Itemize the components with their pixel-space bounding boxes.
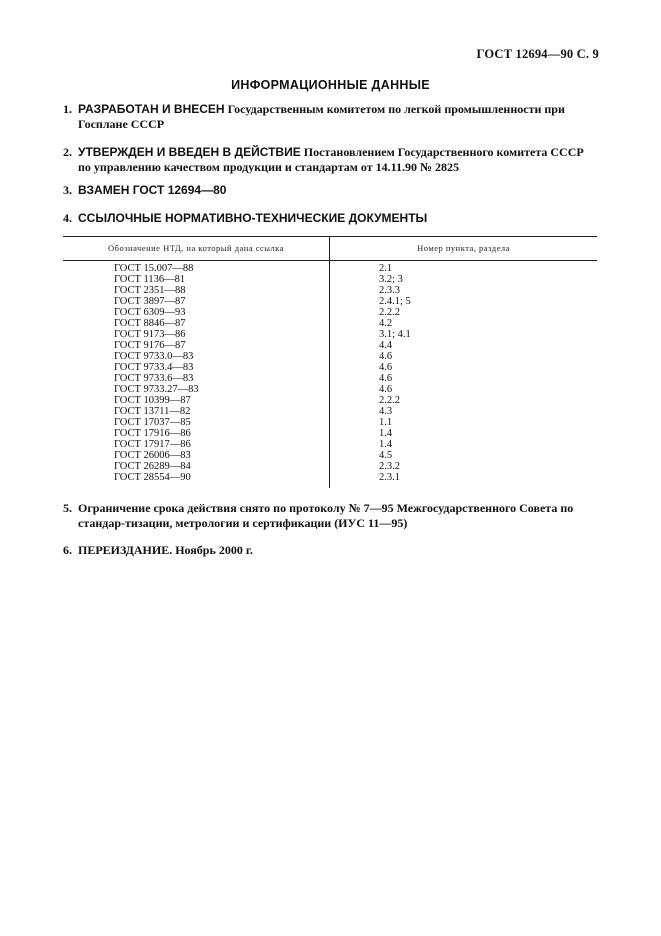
item-3 xyxy=(63,183,599,198)
section-number: 4.6 xyxy=(379,351,393,362)
column-header-document: Обозначение НТД, на который дана ссылка xyxy=(107,243,285,253)
item-text: Постановлением Государственного комитета СССР по управлению качеством продукции и стандартам от 14.11.90 № 2825 xyxy=(78,145,584,174)
section-number: 4.6 xyxy=(379,362,393,373)
document-designation: ГОСТ 9173—86 xyxy=(114,329,186,340)
item-number: 2. xyxy=(63,145,72,159)
item-lead: ВЗАМЕН ГОСТ 12694—80 xyxy=(78,183,227,197)
table-row xyxy=(63,340,597,351)
section-number: 4.4 xyxy=(379,340,393,351)
table-row xyxy=(63,362,597,373)
item-2 xyxy=(63,145,599,175)
document-designation: ГОСТ 26289—84 xyxy=(114,461,191,472)
table-row xyxy=(63,384,597,395)
item-lead: УТВЕРЖДЕН И ВВЕДЕН В ДЕЙСТВИЕ xyxy=(78,145,301,159)
item-lead: ССЫЛОЧНЫЕ НОРМАТИВНО-ТЕХНИЧЕСКИЕ ДОКУМЕНТЫ xyxy=(78,211,428,225)
document-designation: ГОСТ 28554—90 xyxy=(114,472,191,483)
table-row xyxy=(63,406,597,417)
table-row xyxy=(63,373,597,384)
table-row xyxy=(63,274,597,285)
table-row xyxy=(63,428,597,439)
table-row xyxy=(63,318,597,329)
table-row xyxy=(63,351,597,362)
column-header-section: Номер пункта, раздела xyxy=(417,243,510,253)
table-header-rule xyxy=(63,260,597,261)
section-number: 4.2 xyxy=(379,318,393,329)
section-number: 2.3.2 xyxy=(379,461,400,472)
document-designation: ГОСТ 9176—87 xyxy=(114,340,186,351)
page-header: ГОСТ 12694—90 С. 9 xyxy=(476,47,599,61)
table-row xyxy=(63,307,597,318)
document-designation: ГОСТ 15.007—88 xyxy=(114,263,194,274)
item-lead: РАЗРАБОТАН И ВНЕСЕН xyxy=(78,102,225,116)
table-row xyxy=(63,296,597,307)
reference-documents-table xyxy=(63,236,597,488)
item-5 xyxy=(63,501,599,531)
section-number: 4.6 xyxy=(379,373,393,384)
document-designation: ГОСТ 9733.0—83 xyxy=(114,351,194,362)
document-designation: ГОСТ 2351—88 xyxy=(114,285,186,296)
item-text: Государственным комитетом по легкой промышленности при Госплане СССР xyxy=(78,102,565,131)
section-number: 2.3.1 xyxy=(379,472,400,483)
section-number: 2.3.3 xyxy=(379,285,400,296)
document-designation: ГОСТ 9733.6—83 xyxy=(114,373,194,384)
document-designation: ГОСТ 6309—93 xyxy=(114,307,186,318)
section-number: 2.4.1; 5 xyxy=(379,296,411,307)
section-number: 2.1 xyxy=(379,263,393,274)
table-row xyxy=(63,263,597,274)
table-row xyxy=(63,461,597,472)
item-number: 5. xyxy=(63,501,72,515)
section-number: 1.4 xyxy=(379,428,393,439)
document-designation: ГОСТ 10399—87 xyxy=(114,395,191,406)
item-number: 6. xyxy=(63,543,72,557)
table-row xyxy=(63,395,597,406)
item-text: ПЕРЕИЗДАНИЕ. Ноябрь 2000 г. xyxy=(78,543,253,557)
document-designation: ГОСТ 9733.27—83 xyxy=(114,384,199,395)
table-row xyxy=(63,417,597,428)
section-number: 4.3 xyxy=(379,406,393,417)
document-designation: ГОСТ 17037—85 xyxy=(114,417,191,428)
table-row xyxy=(63,439,597,450)
table-body xyxy=(63,263,597,483)
document-designation: ГОСТ 26006—83 xyxy=(114,450,191,461)
section-number: 1.4 xyxy=(379,439,393,450)
item-number: 1. xyxy=(63,102,72,116)
item-6 xyxy=(63,543,599,558)
document-designation: ГОСТ 17917—86 xyxy=(114,439,191,450)
section-number: 3.2; 3 xyxy=(379,274,403,285)
item-text: Ограничение срока действия снято по протоколу № 7—95 Межгосударственного Совета по стандар-тизации, метрологии и сертификации (ИУС 11—95) xyxy=(78,501,574,530)
table-row xyxy=(63,472,597,483)
document-designation: ГОСТ 3897—87 xyxy=(114,296,186,307)
document-designation: ГОСТ 17916—86 xyxy=(114,428,191,439)
item-1 xyxy=(63,102,599,132)
section-number: 4.6 xyxy=(379,384,393,395)
item-number: 3. xyxy=(63,183,72,197)
table-row xyxy=(63,285,597,296)
table-row xyxy=(63,450,597,461)
table-top-rule xyxy=(63,236,597,237)
document-title: ИНФОРМАЦИОННЫЕ ДАННЫЕ xyxy=(231,78,430,92)
section-number: 1.1 xyxy=(379,417,393,428)
section-number: 3.1; 4.1 xyxy=(379,329,411,340)
document-designation: ГОСТ 8846—87 xyxy=(114,318,186,329)
table-row xyxy=(63,329,597,340)
document-designation: ГОСТ 13711—82 xyxy=(114,406,191,417)
document-designation: ГОСТ 1136—81 xyxy=(114,274,186,285)
item-number: 4. xyxy=(63,211,72,225)
section-number: 4.5 xyxy=(379,450,393,461)
section-number: 2.2.2 xyxy=(379,395,400,406)
item-4 xyxy=(63,211,599,226)
document-designation: ГОСТ 9733.4—83 xyxy=(114,362,194,373)
section-number: 2.2.2 xyxy=(379,307,400,318)
